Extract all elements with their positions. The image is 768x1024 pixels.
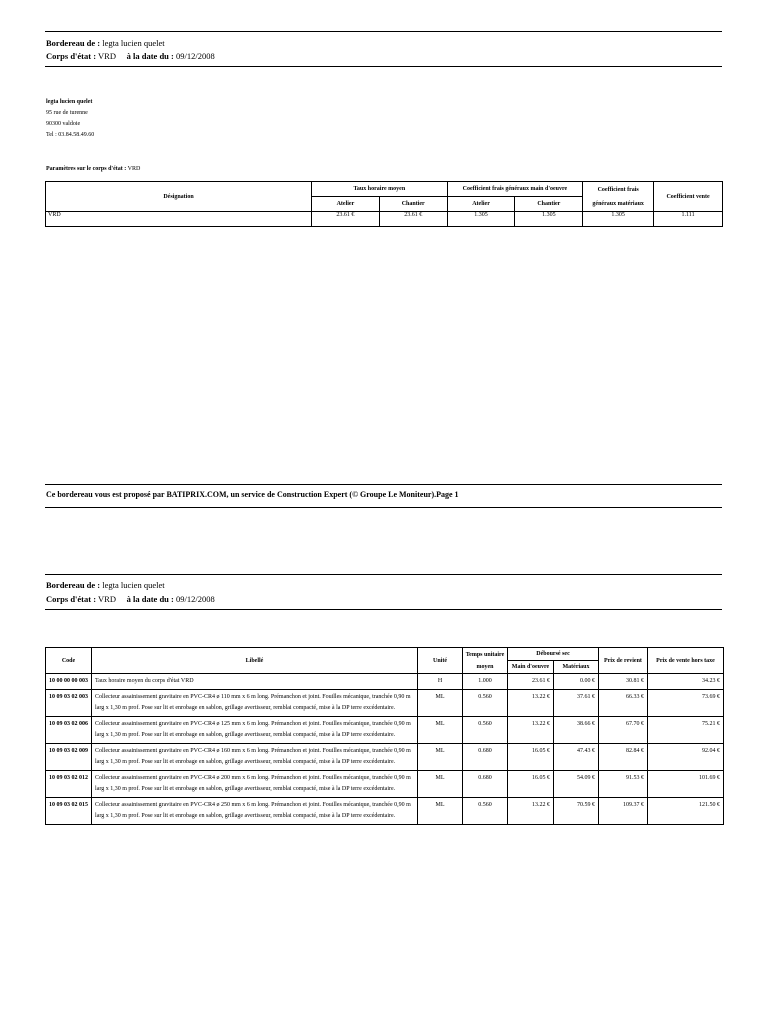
params-table [45, 181, 723, 227]
page-footer: Ce bordereau vous est proposé par BATIPRIX.COM, un service de Construction Expert (© Groupe Le Moniteur).Page 1 [46, 490, 459, 499]
cell-temps: 0.680 [463, 771, 508, 798]
col-prix-vente: Prix de vente hors taxe [648, 648, 724, 674]
col-prix-revient: Prix de revient [599, 648, 648, 674]
bordereau-value: legta lucien quelet [102, 38, 165, 48]
cell-main-oeuvre: 13.22 € [508, 798, 554, 825]
col-debourse: Déboursé sec [508, 648, 599, 661]
bordereau-line [46, 37, 165, 50]
cell-code: 10 09 03 02 012 [46, 771, 92, 798]
cell-prix-vente: 101.69 € [648, 771, 724, 798]
cell-prix-revient: 91.53 € [599, 771, 648, 798]
cell-temps: 0.560 [463, 690, 508, 717]
col-taux-atelier: Atelier [312, 197, 380, 212]
cell-unite: ML [418, 744, 463, 771]
cell-main-oeuvre: 13.22 € [508, 690, 554, 717]
address-street: 95 rue de turenne [46, 110, 88, 116]
params-label: Paramètres sur le corps d'état : [46, 166, 127, 172]
cell-temps: 0.680 [463, 744, 508, 771]
table-row [46, 212, 723, 227]
col-taux-horaire: Taux horaire moyen [312, 182, 448, 197]
cell-materiaux: 70.59 € [554, 798, 599, 825]
prices-table [45, 647, 724, 825]
corps-line [46, 50, 215, 63]
cell-taux-atelier: 23.61 € [312, 212, 380, 227]
header-rule [45, 66, 722, 67]
col-libelle: Libellé [92, 648, 418, 674]
page2-date-value: 09/12/2008 [175, 594, 215, 604]
cell-designation: VRD [46, 212, 312, 227]
page2-corps-line [46, 593, 215, 606]
cell-libelle: Taux horaire moyen du corps d'état VRD [92, 674, 418, 690]
cell-unite: ML [418, 798, 463, 825]
cell-temps: 0.560 [463, 717, 508, 744]
date-value: 09/12/2008 [175, 51, 215, 61]
table-row [46, 798, 724, 825]
footer-top-rule [45, 484, 722, 485]
page2-bordereau-line [46, 579, 165, 592]
footer-bottom-rule [45, 507, 722, 508]
cell-unite: ML [418, 690, 463, 717]
cell-prix-vente: 121.50 € [648, 798, 724, 825]
cell-libelle: Collecteur assainissement gravitaire en PVC-CR4 ø 200 mm x 6 m long. Prémanchon et joint. Fouilles mécanique, tranchée 0,90 m larg x 1,30 m prof. Pose sur lit et enrobage en sablon, grillage avertisseur, remblai compacté, mise à la DP terre excédentaire. [92, 771, 418, 798]
cell-code: 10 00 00 00 003 [46, 674, 92, 690]
cell-libelle: Collecteur assainissement gravitaire en PVC-CR4 ø 125 mm x 6 m long. Prémanchon et joint. Fouilles mécanique, tranchée 0,90 m larg x 1,30 m prof. Pose sur lit et enrobage en sablon, grillage avertisseur, remblai compacté, mise à la DP terre excédentaire. [92, 717, 418, 744]
cell-unite: ML [418, 771, 463, 798]
cell-main-oeuvre: 16.05 € [508, 771, 554, 798]
col-coef-vente: Coefficient vente [654, 182, 723, 212]
cell-materiaux: 54.09 € [554, 771, 599, 798]
page2-top-rule [45, 574, 722, 575]
cell-coef-chantier: 1.305 [515, 212, 583, 227]
page2-corps-label: Corps d'état : [46, 594, 97, 604]
page2-header-rule [45, 609, 722, 610]
page2-date-label: à la date du : [126, 594, 174, 604]
table-row [46, 771, 724, 798]
cell-main-oeuvre: 23.61 € [508, 674, 554, 690]
cell-code: 10 09 03 02 009 [46, 744, 92, 771]
cell-prix-vente: 73.69 € [648, 690, 724, 717]
cell-main-oeuvre: 13.22 € [508, 717, 554, 744]
cell-prix-revient: 67.70 € [599, 717, 648, 744]
cell-prix-vente: 34.23 € [648, 674, 724, 690]
cell-materiaux: 38.66 € [554, 717, 599, 744]
cell-coef-mat: 1.305 [583, 212, 654, 227]
col-temps: Temps unitaire moyen [463, 648, 508, 674]
col-coef-chantier: Chantier [515, 197, 583, 212]
cell-prix-revient: 66.33 € [599, 690, 648, 717]
col-coef-mo: Coefficient frais généraux main d'oeuvre [447, 182, 583, 197]
cell-libelle: Collecteur assainissement gravitaire en PVC-CR4 ø 250 mm x 6 m long. Prémanchon et joint. Fouilles mécanique, tranchée 0,90 m larg x 1,30 m prof. Pose sur lit et enrobage en sablon, grillage avertisseur, remblai compacté, mise à la DP terre excédentaire. [92, 798, 418, 825]
cell-libelle: Collecteur assainissement gravitaire en PVC-CR4 ø 160 mm x 6 m long. Prémanchon et joint. Fouilles mécanique, tranchée 0,90 m larg x 1,30 m prof. Pose sur lit et enrobage en sablon, grillage avertisseur, remblai compacté, mise à la DP terre excédentaire. [92, 744, 418, 771]
page2-bordereau-label: Bordereau de : [46, 580, 101, 590]
cell-coef-vente: 1.111 [654, 212, 723, 227]
cell-temps: 0.560 [463, 798, 508, 825]
date-label: à la date du : [126, 51, 174, 61]
address-tel: Tel : 03.84.58.49.60 [46, 132, 95, 138]
cell-prix-vente: 92.04 € [648, 744, 724, 771]
bordereau-label: Bordereau de : [46, 38, 101, 48]
address-block [46, 97, 94, 141]
page2-corps-value: VRD [98, 594, 116, 604]
cell-code: 10 09 03 02 015 [46, 798, 92, 825]
params-line [46, 166, 140, 172]
corps-value: VRD [98, 51, 116, 61]
params-value: VRD [127, 166, 141, 172]
cell-code: 10 09 03 02 006 [46, 717, 92, 744]
page2-bordereau-value: legta lucien quelet [102, 580, 165, 590]
cell-code: 10 09 03 02 003 [46, 690, 92, 717]
cell-prix-revient: 30.81 € [599, 674, 648, 690]
col-designation: Désignation [46, 182, 312, 212]
col-coef-mat: Coefficient frais généraux matériaux [583, 182, 654, 212]
cell-materiaux: 37.61 € [554, 690, 599, 717]
col-coef-atelier: Atelier [447, 197, 515, 212]
cell-materiaux: 0.00 € [554, 674, 599, 690]
table-row [46, 674, 724, 690]
cell-prix-revient: 82.84 € [599, 744, 648, 771]
cell-coef-atelier: 1.305 [447, 212, 515, 227]
cell-temps: 1.000 [463, 674, 508, 690]
cell-taux-chantier: 23.61 € [379, 212, 447, 227]
cell-unite: H [418, 674, 463, 690]
col-materiaux: Matériaux [554, 661, 599, 674]
table-row [46, 744, 724, 771]
table-row [46, 717, 724, 744]
cell-prix-revient: 109.37 € [599, 798, 648, 825]
cell-prix-vente: 75.21 € [648, 717, 724, 744]
cell-materiaux: 47.43 € [554, 744, 599, 771]
cell-main-oeuvre: 16.05 € [508, 744, 554, 771]
top-rule [45, 31, 722, 32]
col-code: Code [46, 648, 92, 674]
cell-libelle: Collecteur assainissement gravitaire en PVC-CR4 ø 110 mm x 6 m long. Prémanchon et joint. Fouilles mécanique, tranchée 0,90 m larg x 1,30 m prof. Pose sur lit et enrobage en sablon, grillage avertisseur, remblai compacté, mise à la DP terre excédentaire. [92, 690, 418, 717]
col-taux-chantier: Chantier [379, 197, 447, 212]
table-row [46, 690, 724, 717]
cell-unite: ML [418, 717, 463, 744]
col-main-oeuvre: Main d'oeuvre [508, 661, 554, 674]
corps-label: Corps d'état : [46, 51, 97, 61]
address-city: 90300 valdoie [46, 121, 81, 127]
col-unite: Unité [418, 648, 463, 674]
address-name: legta lucien quelet [46, 99, 93, 105]
